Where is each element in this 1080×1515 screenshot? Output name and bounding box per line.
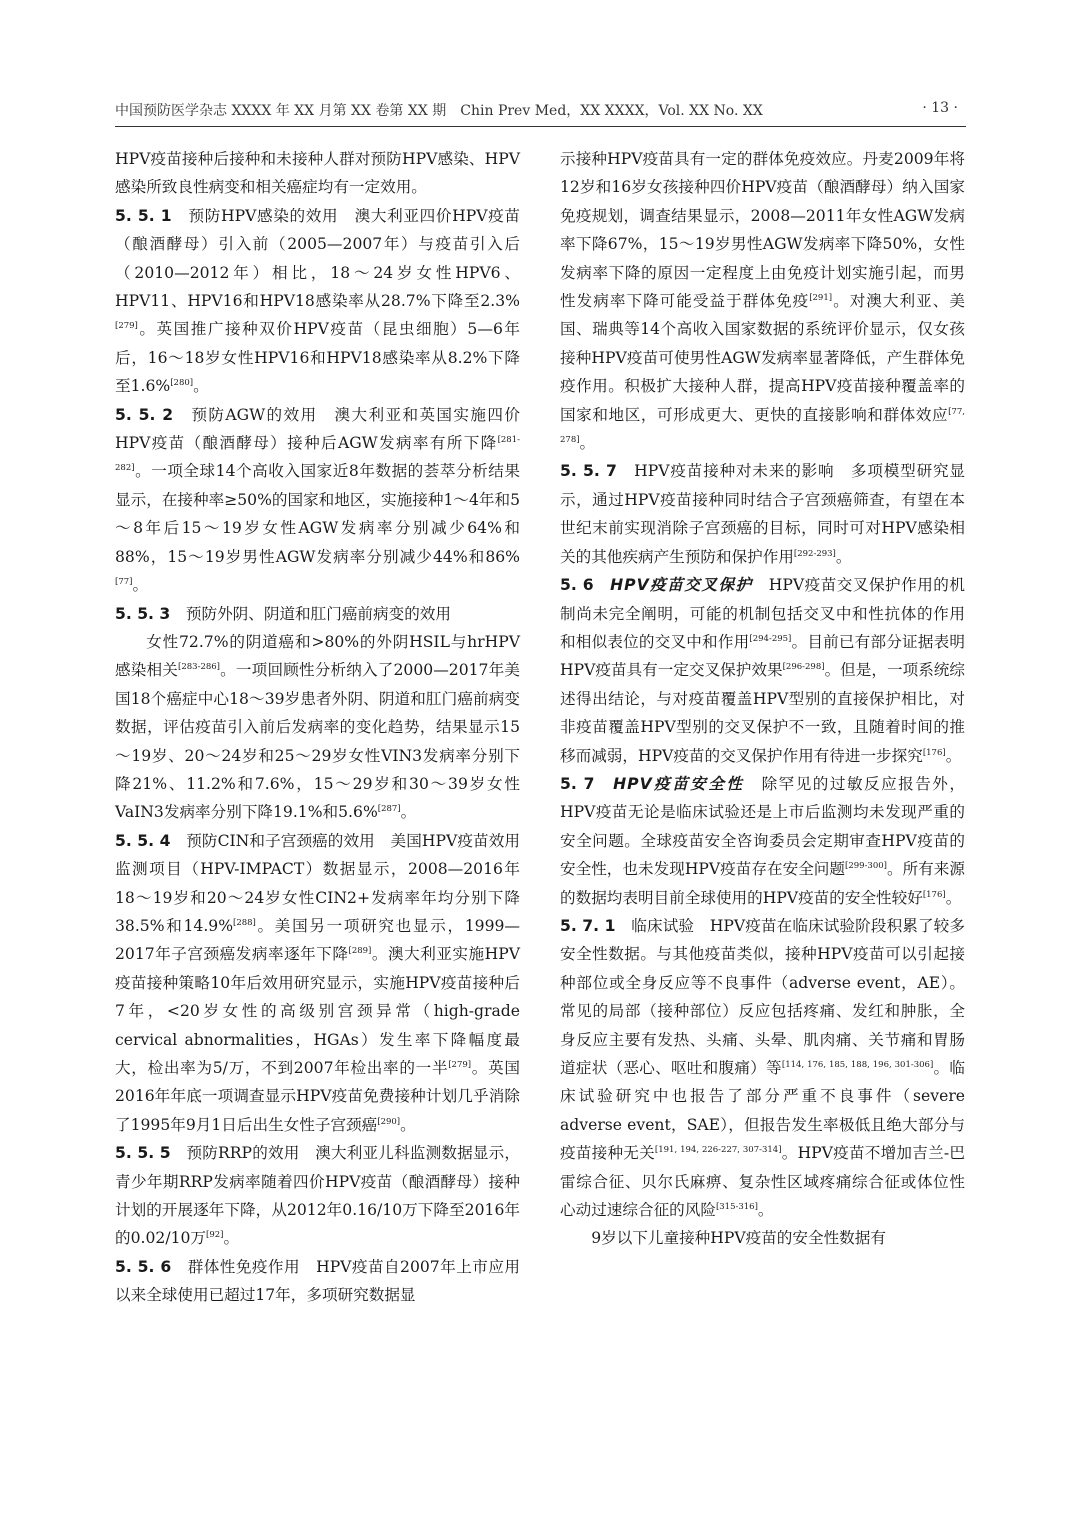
body-text: 美国HPV疫苗效用监测项目（HPV-IMPACT）数据显示，2008—2016年18～19岁和20～24岁女性CIN2+发病率年均分别下降38.5%和14.9%: [115, 831, 520, 935]
body-text: 女性72.7%的阴道癌和>80%的外阴HSIL与hrHPV感染相关: [115, 632, 520, 680]
body-text: 。美国另一项研究也显示，1999—2017年子宫颈癌发病率逐年下降: [115, 916, 520, 964]
section-5-5-4: [115, 827, 520, 1139]
citation: [279]: [115, 321, 138, 332]
section-title: 临床试验: [631, 916, 695, 935]
section-number: 5. 5. 4: [115, 831, 171, 850]
citation: [287]: [377, 804, 401, 815]
body-text: HPV疫苗在临床试验阶段积累了较多安全性数据。与其他疫苗类似，接种HPV疫苗可以引起接种部位或全身反应等不良事件（adverse event，AE）。常见的局部（接种部位）反应包括疼痛、发红和肿胀，全身反应主要有发热、头痛、头晕、肌肉痛、关节痛和胃肠道症状（恶心、呕吐和腹痛）等: [560, 916, 965, 1077]
body-text: 。: [757, 1201, 774, 1220]
body-text: 。但是，一项系统综述得出结论，与对疫苗覆盖HPV型别的直接保护相比，对非疫苗覆盖HPV型别的交叉保护不一致，且随着时间的推移而减弱，HPV疫苗的交叉保护作用有待进一步探究: [560, 661, 965, 765]
body-text: 澳大利亚儿科监测数据显示，青少年期RRP发病率随着四价HPV疫苗（酿酒酵母）接种计划的开展逐年下降，从2012年0.16/10万下降至2016年的0.02/10万: [115, 1144, 520, 1248]
section-number: 5. 7. 1: [560, 916, 616, 935]
citation: [294-295]: [749, 633, 792, 644]
section-title: HPV疫苗交叉保护: [610, 576, 753, 595]
body-text: 。英国推广接种双价HPV疫苗（昆虫细胞）5—6年后，16～18岁女性HPV16和HPV18感染率从8.2%下降至1.6%: [115, 320, 520, 396]
section-number: 5. 5. 6: [115, 1257, 172, 1276]
section-title: 群体性免疫作用: [187, 1257, 301, 1276]
citation: [288]: [233, 917, 256, 928]
body-text: 。: [193, 377, 209, 396]
journal-citation: 中国预防医学杂志 XXXX 年 XX 月第 XX 卷第 XX 期 Chin Prev Med，XX XXXX，Vol. XX No. XX: [115, 103, 763, 119]
body-text: 。: [400, 803, 417, 822]
body-text: 。目前已有部分证据表明HPV疫苗具有一定交叉保护效果: [560, 632, 965, 680]
section-title: HPV疫苗接种对未来的影响: [634, 462, 835, 481]
citation: [291]: [809, 292, 833, 303]
section-5-5-6: [115, 1253, 520, 1310]
section-5-7: [560, 770, 965, 912]
section-5-5-3-body: [115, 628, 520, 827]
section-title: 预防AGW的效用: [191, 405, 318, 424]
citation: [283-286]: [178, 662, 220, 673]
citation: [280]: [170, 378, 194, 389]
intro-paragraph: HPV疫苗接种后接种和未接种人群对预防HPV感染、HPV感染所致良性病变和相关癌症均有一定效用。: [115, 150, 520, 197]
citation: [114, 176, 185, 188, 196, 301-306]: [781, 1059, 934, 1070]
section-5-5-6-continued: [560, 145, 965, 457]
citation: [281-282]: [115, 434, 520, 474]
citation: [191, 194, 226-227, 307-314]: [654, 1145, 782, 1156]
page-number: · 13 ·: [922, 100, 958, 116]
right-column: [560, 145, 965, 1253]
body-text: 。澳大利亚实施HPV疫苗接种策略10年后效用研究显示，实施HPV疫苗接种后7年，<20岁女性的高级别宫颈异常（high-grade cervical abnormalities，HGAs）发生率下降幅度最大，检出率为5/万，不到2007年检出率的一半: [115, 945, 521, 1077]
citation: [315-316]: [715, 1201, 758, 1212]
section-number: 5. 7: [560, 774, 595, 793]
body-text: 。: [132, 576, 149, 595]
section-title: 预防HPV感染的效用: [188, 206, 339, 225]
body-text: 多项模型研究显示，通过HPV疫苗接种同时结合子宫颈癌筛查，有望在本世纪末前实现消除子宫颈癌的目标，同时可对HPV感染相关的其他疾病产生预防和保护作用: [560, 462, 965, 566]
body-text: 除罕见的过敏反应报告外，HPV疫苗无论是临床试验还是上市后监测均未发现严重的安全问题。全球疫苗安全咨询委员会定期审查HPV疫苗的安全性，也未发现HPV疫苗存在安全问题: [560, 774, 965, 879]
left-column: [115, 145, 520, 1310]
body-text: 。: [945, 888, 962, 907]
citation: [92]: [206, 1230, 224, 1241]
section-5-7-1: [560, 912, 965, 1224]
body-text: 。所有来源的数据均表明目前全球使用的HPV疫苗的安全性较好: [560, 860, 965, 907]
running-header: [115, 98, 966, 127]
section-number: 5. 5. 3: [115, 604, 171, 623]
body-text: 。: [945, 746, 962, 765]
citation: [296-298]: [782, 662, 825, 673]
citation: [176]: [922, 747, 946, 758]
section-5-5-7: [560, 457, 965, 571]
body-text: 。英国2016年年底一项调查显示HPV疫苗免费接种计划几乎消除了1995年9月1日后出生女性子宫颈癌: [115, 1059, 520, 1134]
body-text: 示接种HPV疫苗具有一定的群体免疫效应。丹麦2009年将12岁和16岁女孩接种四价HPV疫苗（酿酒酵母）纳入国家免疫规划，调查结果显示，2008—2011年女性AGW发病率下降67%，15～19岁男性AGW发病率下降50%，女性发病率下降的原因一定程度上由免疫计划实施引起，而男性发病率下降可能受益于群体免疫: [560, 150, 965, 311]
citation: [299-300]: [845, 860, 887, 871]
section-title: 预防外阴、阴道和肛门癌前病变的效用: [185, 604, 451, 623]
body-text: 。: [579, 434, 596, 453]
section-title: HPV疫苗安全性: [613, 774, 745, 793]
citation: [279]: [448, 1059, 472, 1070]
section-number: 5. 5. 5: [115, 1144, 171, 1163]
section-number: 5. 5. 7: [560, 462, 617, 481]
body-text: 。: [400, 1115, 416, 1134]
body-text: 。一项全球14个高收入国家近8年数据的荟萃分析结果显示，在接种率≥50%的国家和地区，实施接种1～4年和5～8年后15～19岁女性AGW发病率分别减少64%和88%，15～19岁男性AGW发病率分别减少44%和86%: [115, 462, 520, 566]
citation: [77, 278]: [560, 406, 965, 445]
body-text: 。: [835, 547, 852, 566]
section-5-6: [560, 571, 965, 770]
body-text: HPV疫苗交叉保护作用的机制尚未完全阐明，可能的机制包括交叉中和性抗体的作用和相似表位的交叉中和作用: [560, 576, 965, 651]
section-5-5-3-heading: [115, 600, 520, 628]
citation: [176]: [922, 889, 946, 900]
body-text: 澳大利亚四价HPV疫苗（酿酒酵母）引入前（2005—2007年）与疫苗引入后（2010—2012年）相比，18～24岁女性HPV6、HPV11、HPV16和HPV18感染率从28.7%下降至2.3%: [115, 206, 520, 311]
citation: [290]: [377, 1116, 401, 1127]
section-number: 5. 5. 1: [115, 206, 172, 225]
body-text: 。: [223, 1229, 240, 1248]
section-title: 预防RRP的效用: [186, 1144, 300, 1163]
body-text: 。HPV疫苗不增加吉兰-巴雷综合征、贝尔氏麻痹、复杂性区域疼痛综合征或体位性心动过速综合征的风险: [560, 1144, 965, 1220]
body-text: 。一项回顾性分析纳入了2000—2017年美国18个癌症中心18～39岁患者外阴、阴道和肛门癌前病变数据，评估疫苗引入前后发病率的变化趋势，结果显示15～19岁、20～24岁和25～29岁女性VIN3发病率分别下降21%、11.2%和7.6%，15～29岁和30～39岁女性VaIN3发病率分别下降19.1%和5.6%: [115, 661, 520, 822]
section-number: 5. 6: [560, 576, 594, 595]
section-5-5-1: [115, 202, 520, 401]
section-number: 5. 5. 2: [115, 405, 174, 424]
body-text: 。对澳大利亚、美国、瑞典等14个高收入国家数据的系统评价显示，仅女孩接种HPV疫苗可使男性AGW发病率显著降低，产生群体免疫作用。积极扩大接种人群，提高HPV疫苗接种覆盖率的国家和地区，可形成更大、更快的直接影响和群体效应: [560, 292, 965, 424]
citation: [77]: [115, 576, 133, 587]
body-text: HPV疫苗自2007年上市应用以来全球使用已超过17年，多项研究数据显: [115, 1257, 520, 1305]
body-text: 澳大利亚和英国实施四价HPV疫苗（酿酒酵母）接种后AGW发病率有所下降: [115, 405, 520, 453]
citation: [289]: [348, 946, 372, 957]
section-5-5-5: [115, 1139, 520, 1253]
body-text: 。临床试验研究中也报告了部分严重不良事件（severe adverse event，SAE），但报告发生率极低且绝大部分与疫苗接种无关: [560, 1059, 965, 1163]
citation: [292-293]: [793, 548, 836, 559]
section-5-5-2: [115, 401, 520, 600]
section-title: 预防CIN和子宫颈癌的效用: [186, 831, 375, 850]
last-paragraph: 9岁以下儿童接种HPV疫苗的安全性数据有: [591, 1229, 886, 1248]
